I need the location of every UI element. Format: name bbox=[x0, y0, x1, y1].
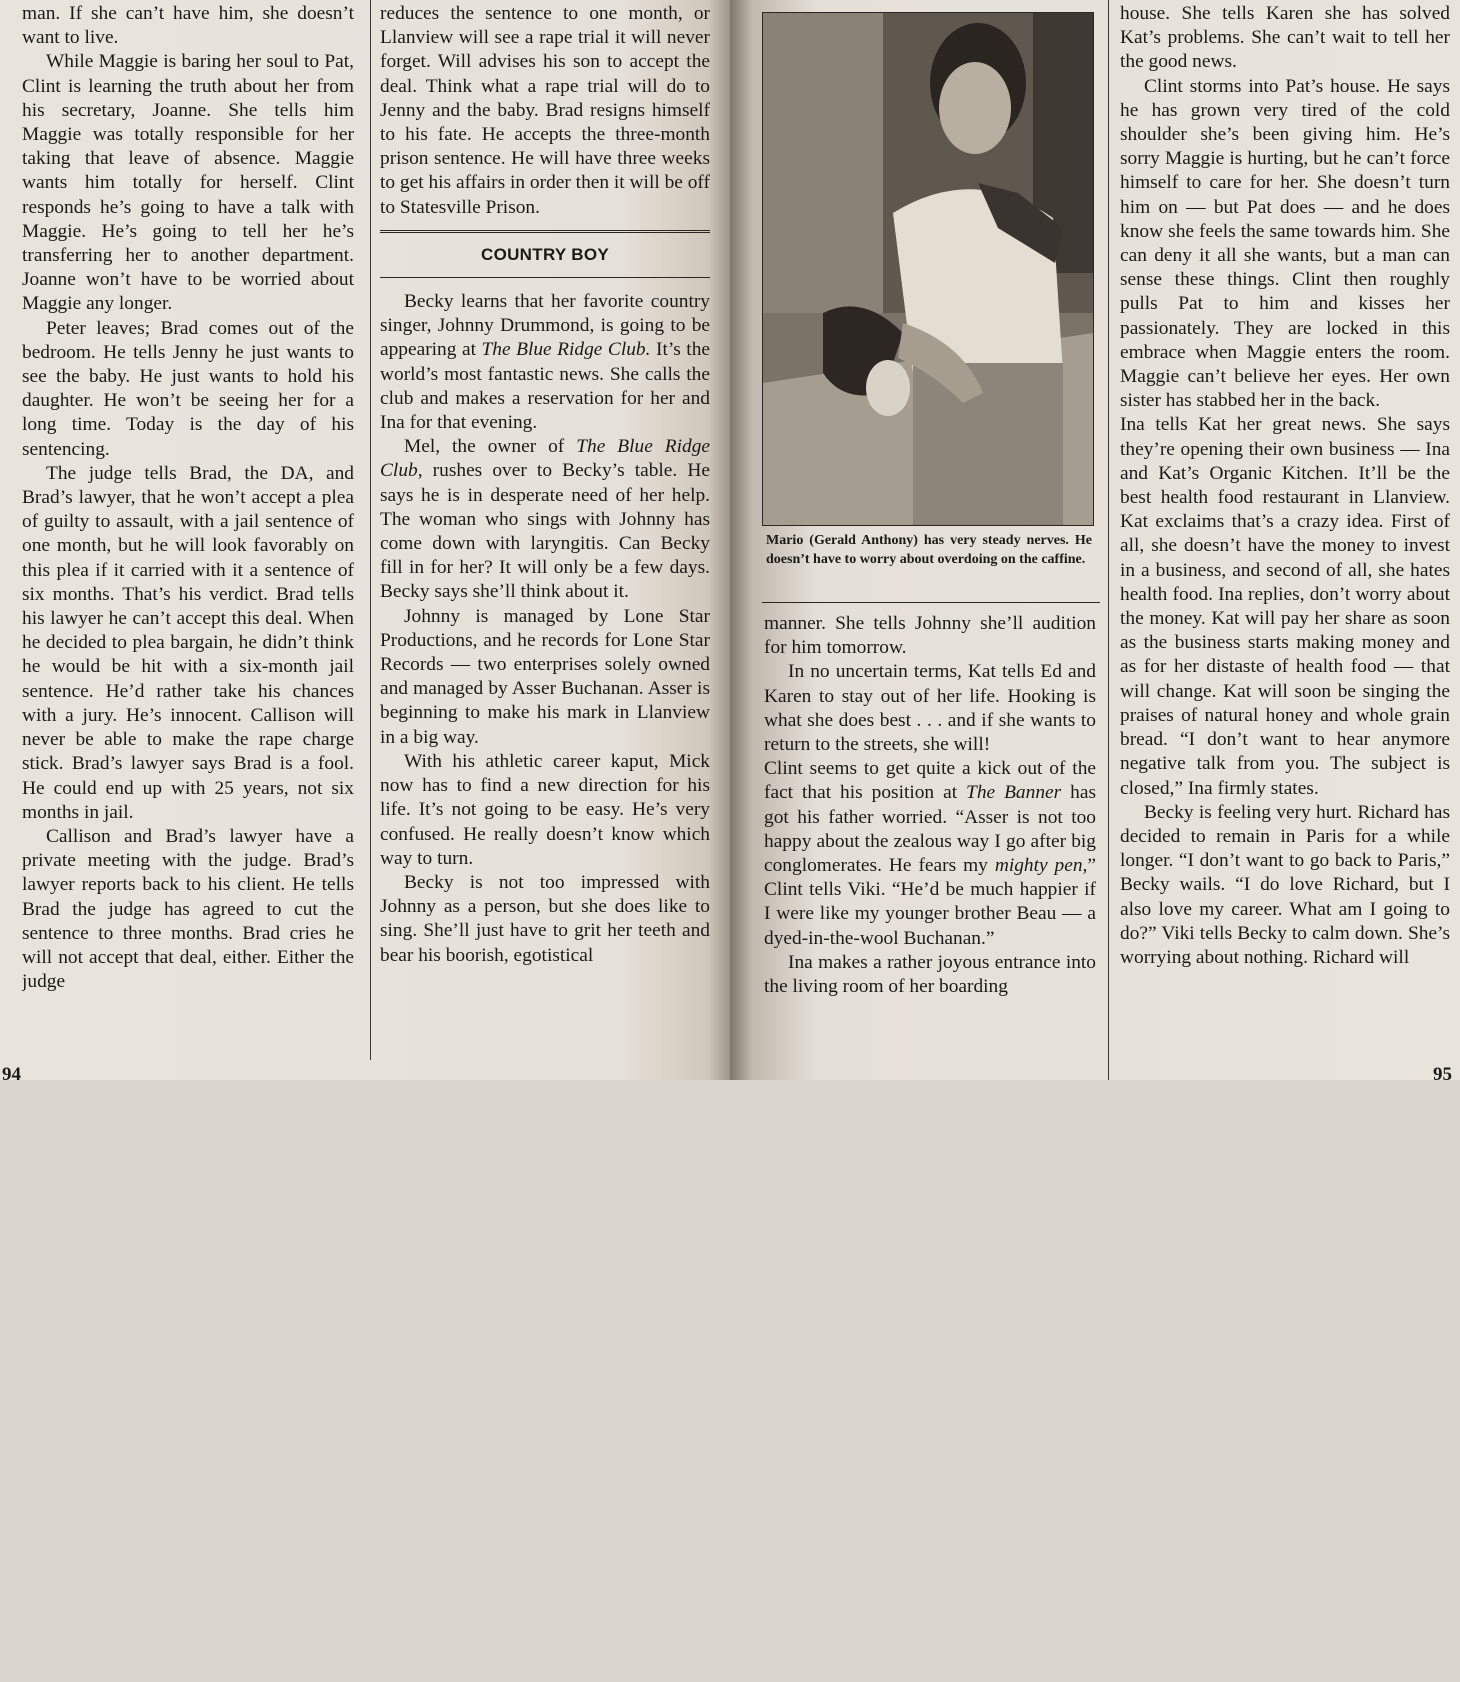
paragraph: Callison and Brad’s lawyer have a private meeting with the judge. Brad’s lawyer reports back to his client. He tells Brad the judge has agreed to cut the sentence to three months. Brad cries he will not accept that deal, either. Either the judge bbox=[22, 825, 354, 993]
paragraph: Peter leaves; Brad comes out of the bedroom. He tells Jenny he just wants to see the baby. He just wants to hold his daughter. He won’t be seeing her for a long time. Today is the day of his sentencing. bbox=[22, 317, 354, 460]
photo-mario-pouring-coffee bbox=[762, 12, 1094, 526]
paragraph: While Maggie is baring her soul to Pat, Clint is learning the truth about her from his secretary, Joanne. She tells him Maggie was totally responsible for her taking that leave of absence. Maggie wants him totally for herself. Clint responds he’s going to have a talk with Maggie. He’s going to tell her he’s transferring her to another department. Joanne won’t have to be worried about Maggie any longer. bbox=[22, 51, 354, 315]
paragraph: Clint seems to get quite a kick out of the fact that his position at The Banner has got his father worried. “Asser is not too happy about the zealous way I go after big conglomerates. He fears my mighty pen,” Clint tells Viki. “He’d be much happier if I were like my younger brother Beau — a dyed-in-the-wool Buchanan.” bbox=[764, 758, 1096, 949]
paragraph: Becky is not too impressed with Johnny as a person, but she does like to sing. She’ll just have to grit her teeth and bear his boorish, egotistical bbox=[380, 871, 710, 966]
paragraph: Ina makes a rather joyous entrance into the living room of her boarding bbox=[764, 951, 1096, 998]
column-divider-left bbox=[370, 0, 371, 1060]
column-2-top-text: reduces the sentence to one month, or Llanview will see a rape trial it will never forget. Will advises his son to accept the deal. Think what a rape trial will do to Jenny and the baby. Brad resigns himself to his fate. He accepts the three-month prison sentence. He will have three weeks to get his affairs in order then it will be off to Statesville Prison. bbox=[380, 3, 710, 218]
column-2-section-body bbox=[380, 290, 710, 968]
paragraph: house. She tells Karen she has solved Kat’s problems. She can’t wait to tell her the good news. bbox=[1120, 3, 1450, 73]
paragraph: With his athletic career kaput, Mick now has to find a new direction for his life. It’s not going to be easy. He’s very confused. He really doesn’t know which way to turn. bbox=[380, 750, 710, 869]
paragraph: Clint storms into Pat’s house. He says he has grown very tired of the cold shoulder she’s been giving him. He’s sorry Maggie is hurting, but he can’t force himself to care for her. She doesn’t turn him on — but Pat does — and he does know she feels the same towards him. She can deny it all she wants, but a man can sense these things. Clint then roughly pulls Pat to him and kisses her passionately. They are locked in this embrace when Maggie enters the room. Maggie can’t believe her eyes. Her own sister has stabbed her in the back. bbox=[1120, 75, 1450, 412]
column-divider-right bbox=[1108, 0, 1109, 1080]
paragraph: In no uncertain terms, Kat tells Ed and Karen to stay out of her life. Hooking is what she does best . . . and if she wants to return to the streets, she will! bbox=[764, 661, 1096, 756]
column-2 bbox=[380, 2, 710, 1072]
photo-caption: Mario (Gerald Anthony) has very steady nerves. He doesn’t have to worry about overdoing on the caffine. bbox=[766, 533, 1092, 567]
caption-divider bbox=[762, 602, 1100, 603]
section-heading: COUNTRY BOY bbox=[380, 230, 710, 278]
paragraph: Becky is feeling very hurt. Richard has decided to remain in Paris for a while longer. “I don’t want to go back to Paris,” Becky wails. “I do love Richard, but I also love my career. What am I going to do?” Viki tells Becky to calm down. She’s worrying about nothing. Richard will bbox=[1120, 801, 1450, 968]
page-number-left: 94 bbox=[2, 1064, 21, 1085]
paragraph: Johnny is managed by Lone Star Productions, and he records for Lone Star Records — two enterprises solely owned and managed by Asser Buchanan. Asser is beginning to make his mark in Llanview in a big way. bbox=[380, 605, 710, 748]
column-3 bbox=[764, 612, 1096, 1682]
paragraph: Becky learns that her favorite country singer, Johnny Drummond, is going to be appearing at The Blue Ridge Club. It’s the world’s most fantastic news. She calls the club and makes a reservation for her and Ina for that evening. bbox=[380, 291, 710, 434]
paragraph: The judge tells Brad, the DA, and Brad’s lawyer, that he won’t accept a plea of guilty to assault, with a jail sentence of one month, but he will look favorably on this plea if it carried with it a sentence of six months. That’s his verdict. Brad tells his lawyer he can’t accept this deal. When he decided to plea bargain, he didn’t think he would be hit with a six-month jail sentence. He’d rather take his chances with a jury. He’s innocent. Callison will never be able to make the rape charge stick. Brad’s lawyer says Brad is a fool. He could end up with 25 years, not six months in jail. bbox=[22, 462, 354, 823]
column-4 bbox=[1120, 2, 1450, 1072]
paragraph: man. If she can’t have him, she doesn’t want to live. bbox=[22, 3, 354, 49]
photo-illustration bbox=[763, 13, 1093, 525]
column-1 bbox=[22, 2, 354, 1072]
paragraph: Ina tells Kat her great news. She says they’re opening their own business — Ina and Kat’s Organic Kitchen. It’ll be the best health food restaurant in Llanview. Kat exclaims that’s a crazy idea. First of all, she doesn’t have the money to invest in a business, and second of all, she hates health food. Ina replies, don’t worry about the money. Kat will pay her share as soon as the business starts making money and as for her distaste of health food — that will change. Kat will soon be singing the praises of natural honey and whole grain bread. “I don’t want to hear anymore negative talk from you. The subject is closed,” Ina firmly states. bbox=[1120, 414, 1450, 799]
paragraph: Mel, the owner of The Blue Ridge Club, rushes over to Becky’s table. He says he is in desperate need of her help. The woman who sings with Johnny has come down with laryngitis. Can Becky fill in for her? It will only be a few days. Becky says she’ll think about it. bbox=[380, 436, 710, 603]
paragraph: manner. She tells Johnny she’ll audition for him tomorrow. bbox=[764, 613, 1096, 659]
page-number-right: 95 bbox=[1433, 1064, 1452, 1085]
